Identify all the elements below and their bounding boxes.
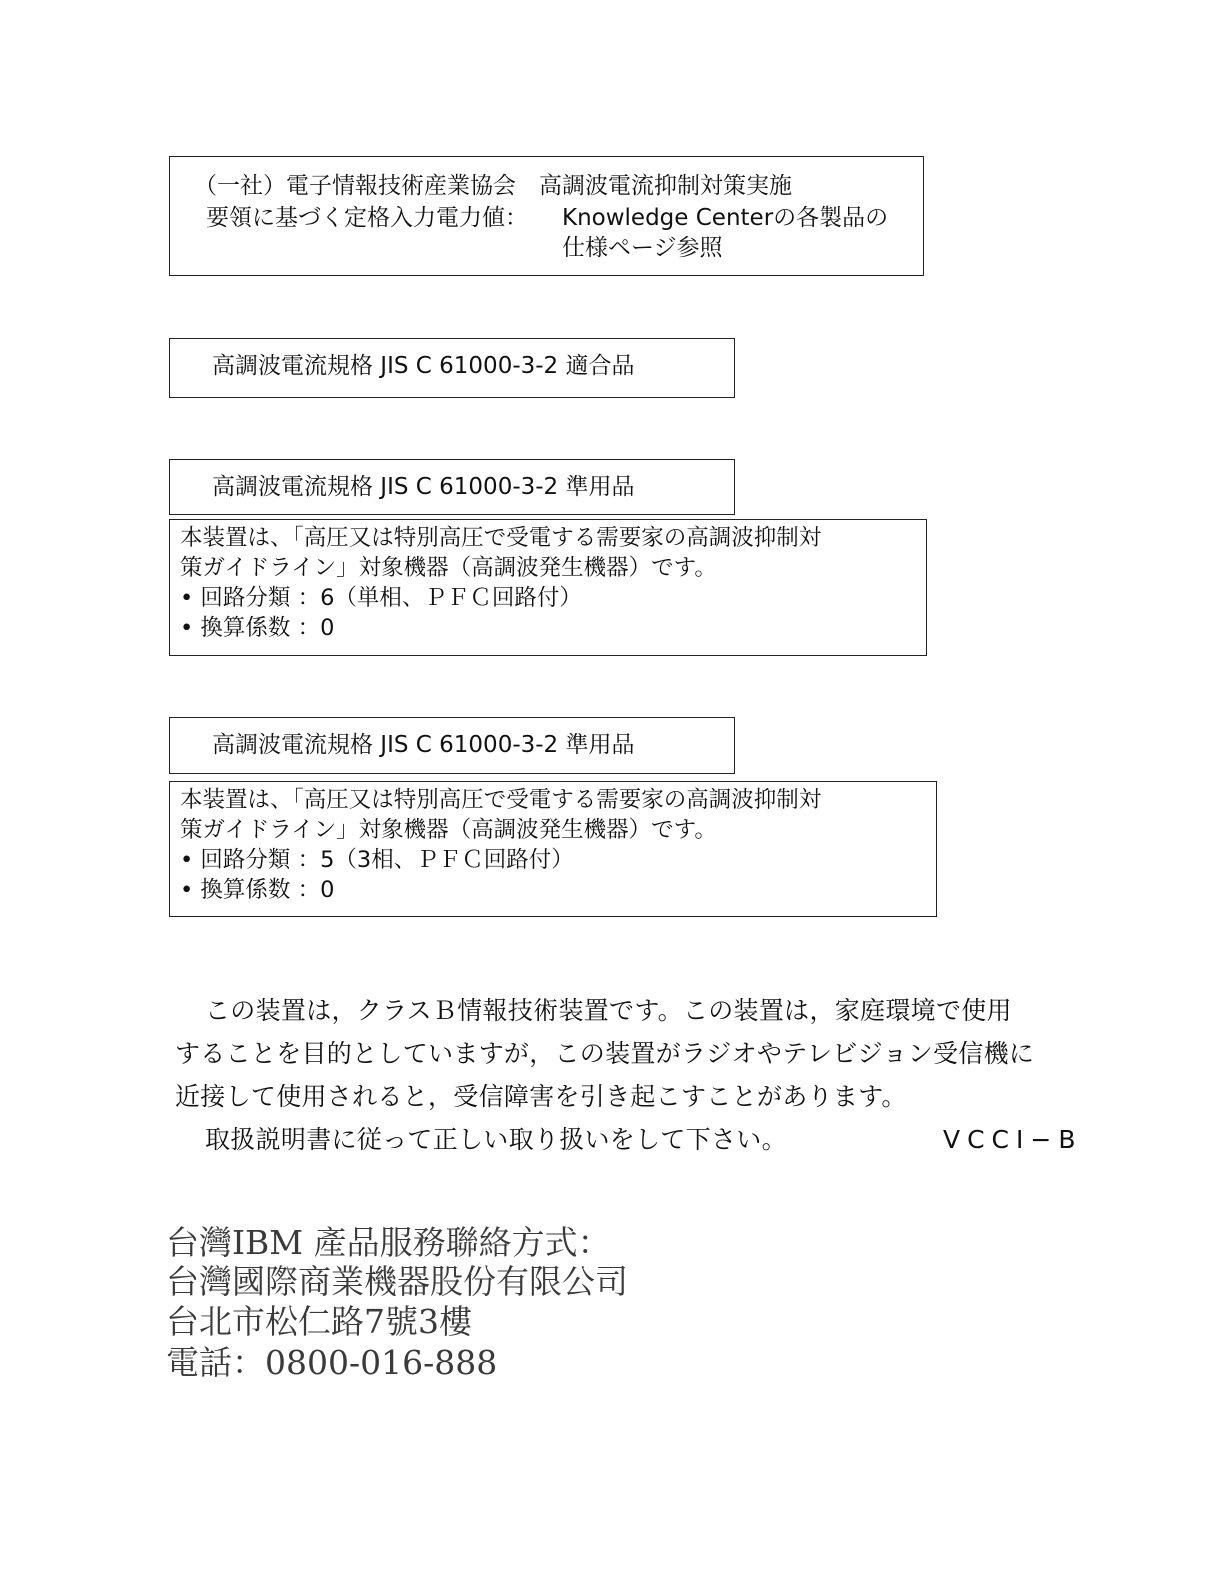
vcci-line-4: 取扱説明書に従って正しい取り扱いをして下さい。 — [205, 1125, 787, 1154]
single-phase-circuit-class: • 回路分類 ：6（単相、ＰＦＣ回路付） — [180, 585, 582, 611]
jeita-line-1: （一社）電子情報技術産業協会 高調波電流抑制対策実施 — [194, 173, 792, 199]
harmonic-conform-box — [169, 338, 735, 398]
vcci-class-mark: VCCI−B — [943, 1125, 1083, 1154]
three-phase-note-line-2: 策ガイドライン」対象機器（高調波発生機器）です。 — [180, 817, 717, 843]
vcci-line-2: することを目的としていますが，この装置がラジオやテレビジョン受信機に — [175, 1039, 1035, 1068]
taiwan-contact-heading: 台灣IBM 產品服務聯絡方式： — [166, 1223, 611, 1262]
single-phase-note-line-2: 策ガイドライン」対象機器（高調波発生機器）です。 — [180, 555, 717, 581]
jeita-rated-power-value-cont: 仕様ページ参照 — [562, 235, 723, 261]
jeita-rated-power-value: Knowledge Centerの各製品の — [562, 205, 889, 231]
harmonic-single-phase-note-box — [169, 519, 927, 656]
three-phase-circuit-class: • 回路分類 ：5（3相、ＰＦＣ回路付） — [180, 847, 574, 873]
harmonic-single-phase-label-box — [169, 459, 735, 515]
taiwan-phone: 電話：0800-016-888 — [166, 1343, 498, 1382]
taiwan-company-name: 台灣國際商業機器股份有限公司 — [166, 1262, 628, 1301]
three-phase-conversion-factor: • 換算係数 ：0 — [180, 877, 335, 903]
vcci-line-1: この装置は，クラスＢ情報技術装置です。この装置は，家庭環境で使用 — [205, 996, 1012, 1025]
vcci-line-3: 近接して使用されると，受信障害を引き起こすことがあります。 — [175, 1082, 907, 1111]
jeita-rated-power-label: 要領に基づく定格入力電力値： — [206, 205, 528, 231]
harmonic-three-phase-label: 高調波電流規格 JIS C 61000-3-2 準用品 — [212, 732, 635, 758]
single-phase-note-line-1: 本装置は、「高圧又は特別高圧で受電する需要家の高調波抑制対 — [180, 525, 822, 551]
harmonic-three-phase-label-box — [169, 717, 735, 774]
jeita-rated-power-box — [169, 156, 924, 276]
single-phase-conversion-factor: • 換算係数 ：0 — [180, 615, 335, 641]
taiwan-address: 台北市松仁路7號3樓 — [166, 1302, 472, 1341]
harmonic-conform-label: 高調波電流規格 JIS C 61000-3-2 適合品 — [212, 353, 635, 379]
harmonic-three-phase-note-box — [169, 781, 937, 917]
three-phase-note-line-1: 本装置は、「高圧又は特別高圧で受電する需要家の高調波抑制対 — [180, 787, 822, 813]
harmonic-single-phase-label: 高調波電流規格 JIS C 61000-3-2 準用品 — [212, 474, 635, 500]
